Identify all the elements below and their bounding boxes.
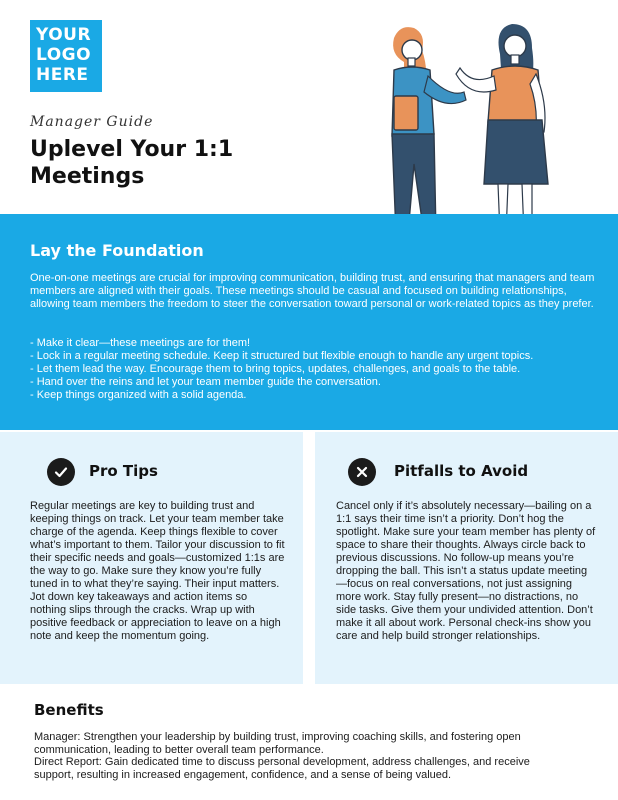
benefits-line: support, resulting in increased engagement, confidence, and a sense of being valued. — [34, 768, 452, 781]
benefits-line: Direct Report: Gain dedicated time to discuss personal development, address challenges, and receive — [34, 756, 530, 769]
list-item: - Lock in a regular meeting schedule. Keep it structured but flexible enough to handle any urgent topics. — [30, 350, 534, 362]
benefits-line: communication, leading to better overall team performance. — [34, 743, 324, 756]
x-circle-icon — [348, 458, 376, 486]
check-circle-icon — [47, 458, 75, 486]
list-item: - Keep things organized with a solid agenda. — [30, 389, 247, 401]
pitfalls-body: Cancel only if it’s absolutely necessary—bailing on a 1:1 says their time isn’t a priority. Don’t hog the spotlight. Make sure your team member has plenty of space to share their thoughts. Always circle back to previous discussions. No follow-up means you’re dropping the ball. This isn’t a status update meeting—focus on real conversations, not just assigning more work. Stay fully present—no distractions, no side tasks. Give them your undivided attention. Don’t make it all about work. Personal check-ins show you care and help build stronger relationships. — [336, 500, 596, 642]
logo-line: HERE — [36, 65, 89, 85]
logo — [30, 20, 102, 92]
page-title: Uplevel Your 1:1 Meetings — [30, 137, 234, 189]
foundation-list — [30, 337, 600, 402]
foundation-intro: One-on-one meetings are crucial for improving communication, building trust, and ensuring that managers and team members are aligned with their goals. These meetings should be casual and focused on building relationships, allowing team members the freedom to steer the conversation toward personal or work-related topics as they prefer. — [30, 272, 595, 310]
guide-label: Manager Guide — [30, 114, 154, 130]
benefits-line: Manager: Strengthen your leadership by building trust, improving coaching skills, and fostering open — [34, 731, 521, 743]
pro-tips-panel — [0, 432, 303, 684]
foundation-heading: Lay the Foundation — [30, 241, 204, 260]
benefits-heading: Benefits — [34, 701, 104, 719]
pitfalls-panel — [315, 432, 618, 684]
people-talking-illustration — [360, 14, 580, 246]
foundation-section — [0, 214, 618, 430]
logo-line: YOUR — [36, 25, 92, 45]
pro-tips-body: Regular meetings are key to building trust and keeping things on track. Let your team member take charge of the agenda. Keep things flexible to cover what’s important to them. Tailor your discussion to fit their specific needs and goals—customized 1:1s are the way to go. Make sure they know you’re fully tuned in to what they’re saying. Their input matters. Jot down key takeaways and action items so nothing slips through the cracks. Wrap up with positive feedback or appreciation to leave on a high note and keep the momentum going. — [30, 500, 285, 642]
benefits-text — [34, 731, 594, 781]
list-item: - Let them lead the way. Encourage them to bring topics, updates, challenges, and goals to the table. — [30, 363, 521, 375]
pro-tips-heading: Pro Tips — [89, 462, 158, 480]
list-item: - Make it clear—these meetings are for them! — [30, 337, 251, 349]
pitfalls-heading: Pitfalls to Avoid — [394, 462, 529, 480]
logo-line: LOGO — [36, 45, 92, 65]
list-item: - Hand over the reins and let your team member guide the conversation. — [30, 376, 381, 388]
